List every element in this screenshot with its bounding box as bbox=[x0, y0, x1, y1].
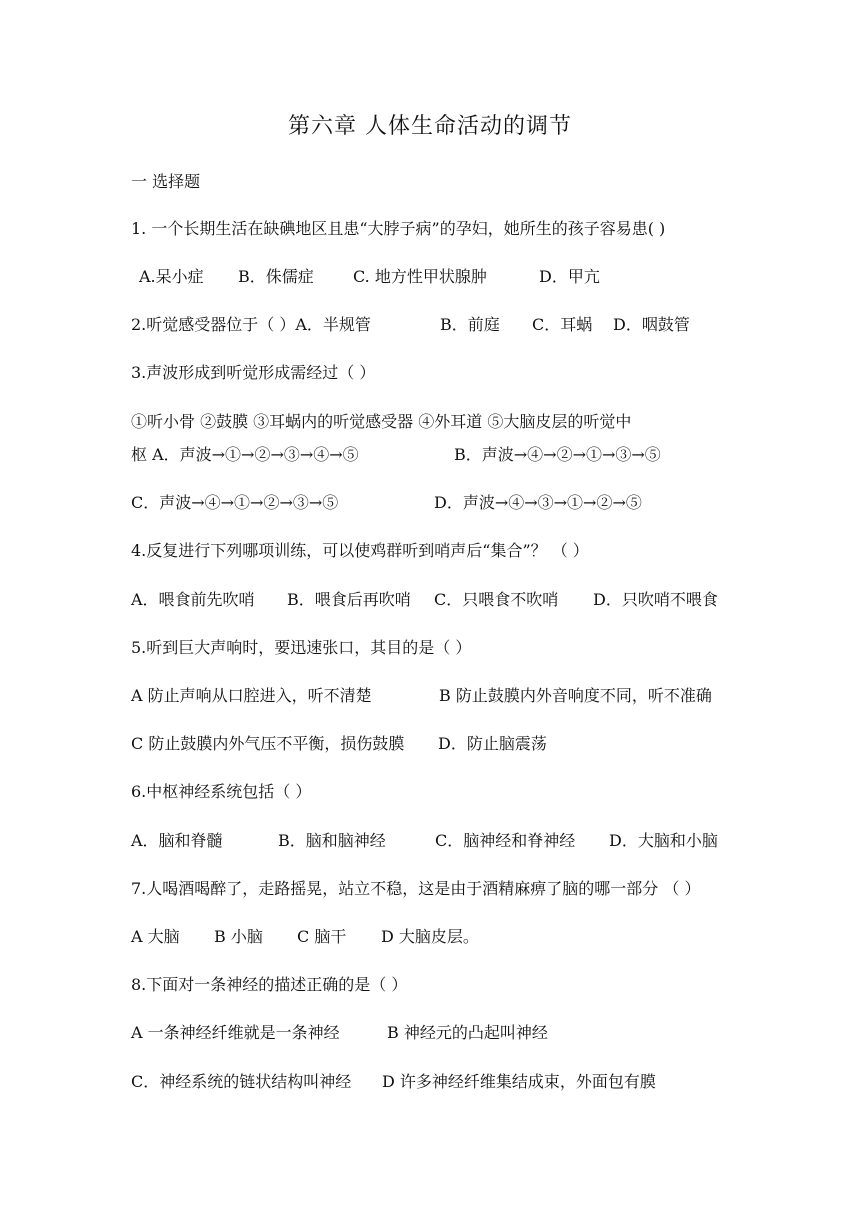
question-5-stem: 5.听到巨大声响时，要迅速张口，其目的是（ ） bbox=[131, 638, 472, 657]
question-8-option-b: B 神经元的凸起叫神经 bbox=[387, 1023, 548, 1042]
question-3-option-a: 枢 A．声波→①→②→③→④→⑤ bbox=[131, 445, 359, 464]
question-3-items: ①听小骨 ②鼓膜 ③耳蜗内的听觉感受器 ④外耳道 ⑤大脑皮层的听觉中 bbox=[131, 412, 632, 431]
question-3-option-c: C．声波→④→①→②→③→⑤ bbox=[131, 493, 339, 512]
question-7-option-a: A 大脑 bbox=[131, 927, 180, 946]
question-1-option-b: B．侏儒症 bbox=[238, 267, 314, 286]
question-7-option-c: C 脑干 bbox=[297, 927, 347, 946]
question-7-stem: 7.人喝酒喝醉了，走路摇晃，站立不稳，这是由于酒精麻痹了脑的哪一部分 （ ） bbox=[131, 879, 701, 898]
question-6-option-d: D．大脑和小脑 bbox=[609, 831, 718, 850]
chapter-title: 第六章 人体生命活动的调节 bbox=[288, 114, 572, 139]
question-8-option-d: D 许多神经纤维集结成束，外面包有膜 bbox=[382, 1072, 656, 1091]
question-3-option-b: B．声波→④→②→①→③→⑤ bbox=[454, 445, 661, 464]
question-6-option-a: A．脑和脊髓 bbox=[131, 831, 223, 850]
question-4-stem: 4.反复进行下列哪项训练，可以使鸡群听到哨声后“集合”？ （ ） bbox=[131, 541, 589, 560]
question-8-stem: 8.下面对一条神经的描述正确的是（ ） bbox=[131, 975, 408, 994]
question-2-option-c: C．耳蜗 bbox=[532, 315, 593, 334]
question-8-option-c: C．神经系统的链状结构叫神经 bbox=[131, 1072, 352, 1091]
question-5-option-a: A 防止声响从口腔进入，听不清楚 bbox=[131, 686, 372, 705]
question-6-option-c: C．脑神经和脊神经 bbox=[435, 831, 576, 850]
question-2-option-b: B．前庭 bbox=[440, 315, 500, 334]
question-8-option-a: A 一条神经纤维就是一条神经 bbox=[131, 1023, 340, 1042]
question-6-stem: 6.中枢神经系统包括（ ） bbox=[131, 782, 312, 801]
question-4-option-a: A．喂食前先吹哨 bbox=[131, 590, 255, 609]
question-5-option-b: B 防止鼓膜内外音响度不同，听不准确 bbox=[439, 686, 712, 705]
question-3-stem: 3.声波形成到听觉形成需经过（ ） bbox=[131, 363, 376, 382]
question-6-option-b: B．脑和脑神经 bbox=[278, 831, 386, 850]
question-1-option-c: C. 地方性甲状腺肿 bbox=[353, 267, 487, 286]
question-7-option-b: B 小脑 bbox=[214, 927, 263, 946]
section-heading: 一 选择题 bbox=[131, 172, 201, 191]
question-3-option-d: D．声波→④→③→①→②→⑤ bbox=[434, 493, 642, 512]
question-1-option-a: A.呆小症 bbox=[139, 267, 204, 286]
question-4-option-d: D．只吹哨不喂食 bbox=[593, 590, 718, 609]
question-4-option-b: B．喂食后再吹哨 bbox=[287, 590, 411, 609]
question-1-stem: 1. 一个长期生活在缺碘地区且患“大脖子病”的孕妇，她所生的孩子容易患( ) bbox=[131, 219, 666, 238]
question-7-option-d: D 大脑皮层。 bbox=[381, 927, 479, 946]
question-5-option-c: C 防止鼓膜内外气压不平衡，损伤鼓膜 bbox=[131, 734, 405, 753]
question-2-option-d: D．咽鼓管 bbox=[613, 315, 690, 334]
question-2-stem: 2.听觉感受器位于（ ）A．半规管 bbox=[131, 315, 371, 334]
question-5-option-d: D．防止脑震荡 bbox=[438, 734, 547, 753]
question-1-option-d: D．甲亢 bbox=[539, 267, 600, 286]
question-4-option-c: C．只喂食不吹哨 bbox=[434, 590, 559, 609]
